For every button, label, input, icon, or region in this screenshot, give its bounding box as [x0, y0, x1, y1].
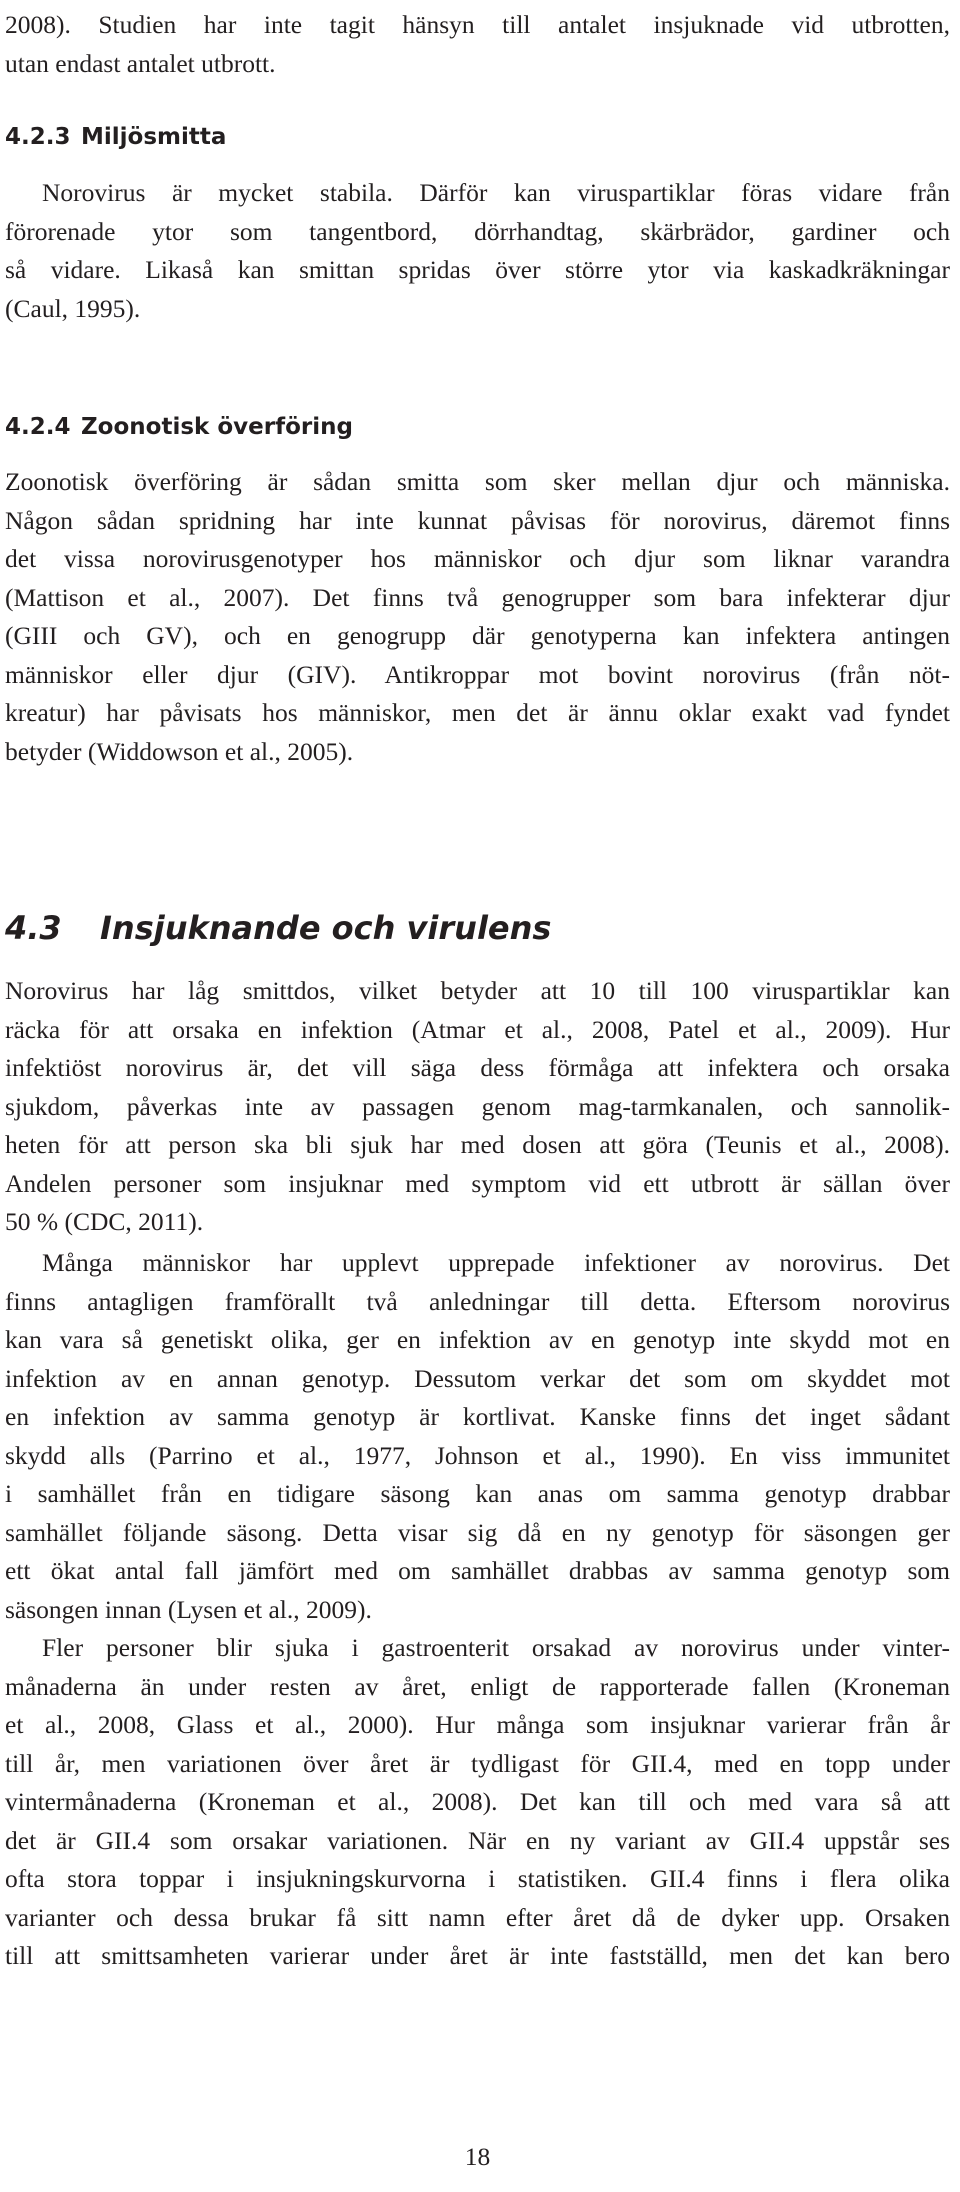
- text-line: en infektion av samma genotyp är kortlivat. Kanske finns det inget sådant: [5, 1402, 950, 1431]
- section-title: Zoonotisk överföring: [81, 414, 353, 440]
- text-line: (GIII och GV), och en genogrupp där genotyperna kan infektera antingen: [5, 621, 950, 650]
- text-line: månaderna än under resten av året, enligt de rapporterade fallen (Kroneman: [5, 1671, 950, 1701]
- insjuknande-paragraph-3: [5, 1629, 950, 1976]
- text-line: kreatur) har påvisats hos människor, men det är ännu oklar exakt vad fyndet: [5, 698, 950, 727]
- section-number: 4.2.3: [5, 124, 71, 150]
- text-line: räcka för att orsaka en infektion (Atmar et al., 2008, Patel et al., 2009). Hur: [5, 1014, 950, 1044]
- section-title: Miljösmitta: [81, 124, 227, 150]
- text-line: (Caul, 1995).: [5, 293, 141, 323]
- text-line: infektiöst norovirus är, det vill säga dess förmåga att infektera och orsaka: [5, 1053, 950, 1082]
- text-line: varianter och dessa brukar få sitt namn efter året då de dyker upp. Orsaken: [5, 1902, 950, 1932]
- text-line: förorenade ytor som tangentbord, dörrhandtag, skärbrädor, gardiner och: [5, 216, 950, 246]
- section-heading-insjuknande: [5, 908, 950, 948]
- text-line: Zoonotisk överföring är sådan smitta som sker mellan djur och människa.: [5, 467, 950, 496]
- text-line: finns antagligen framförallt två anledningar till detta. Eftersom norovirus: [5, 1286, 950, 1316]
- text-line: i samhället från en tidigare säsong kan anas om samma genotyp drabbar: [5, 1479, 950, 1508]
- text-line: vintermånaderna (Kroneman et al., 2008). Det kan till och med vara så att: [5, 1787, 950, 1816]
- text-line: människor eller djur (GIV). Antikroppar mot bovint norovirus (från nöt-: [5, 659, 950, 689]
- text-line: det är GII.4 som orsakar variationen. När en ny variant av GII.4 uppstår ses: [5, 1825, 950, 1855]
- zoonotisk-paragraph: [5, 463, 950, 771]
- section-number: 4.3: [5, 909, 62, 947]
- insjuknande-paragraph-2: [5, 1244, 950, 1629]
- section-heading-miljosmitta: [5, 122, 950, 152]
- section-heading-zoonotisk: [5, 412, 950, 442]
- text-line: till att smittsamheten varierar under året är inte fastställd, men det kan bero: [5, 1941, 950, 1970]
- text-line: skydd alls (Parrino et al., 1977, Johnson et al., 1990). En viss immunitet: [5, 1440, 950, 1470]
- text-line: betyder (Widdowson et al., 2005).: [5, 736, 354, 766]
- text-line: et al., 2008, Glass et al., 2000). Hur många som insjuknar varierar från år: [5, 1710, 950, 1739]
- miljosmitta-paragraph: [5, 174, 950, 328]
- intro-paragraph: [5, 6, 950, 83]
- page-number: 18: [464, 2142, 491, 2171]
- text-line: Andelen personer som insjuknar med symptom vid ett utbrott är sällan över: [5, 1168, 950, 1198]
- insjuknande-paragraph-1: [5, 972, 950, 1242]
- text-line: 50 % (CDC, 2011).: [5, 1207, 204, 1236]
- text-line: (Mattison et al., 2007). Det finns två genogrupper som bara infekterar djur: [5, 582, 950, 612]
- text-line: Någon sådan spridning har inte kunnat påvisas för norovirus, däremot finns: [5, 505, 950, 535]
- text-line: det vissa norovirusgenotyper hos människor och djur som liknar varandra: [5, 544, 950, 573]
- text-line: infektion av en annan genotyp. Dessutom verkar det som om skyddet mot: [5, 1363, 950, 1393]
- text-line: Norovirus har låg smittdos, vilket betyder att 10 till 100 viruspartiklar kan: [5, 976, 950, 1005]
- text-line: ett ökat antal fall jämfört med om samhället drabbas av samma genotyp som: [5, 1556, 950, 1585]
- text-line: sjukdom, påverkas inte av passagen genom mag-tarmkanalen, och sannolik-: [5, 1091, 950, 1121]
- text-line: Norovirus är mycket stabila. Därför kan viruspartiklar föras vidare från: [42, 178, 950, 207]
- text-line: kan vara så genetiskt olika, ger en infektion av en genotyp inte skydd mot en: [5, 1325, 950, 1354]
- text-line: utan endast antalet utbrott.: [5, 48, 276, 78]
- text-line: Fler personer blir sjuka i gastroenterit orsakad av norovirus under vinter-: [42, 1633, 950, 1662]
- text-line: till år, men variationen över året är tydligast för GII.4, med en topp under: [5, 1748, 950, 1778]
- text-line: säsongen innan (Lysen et al., 2009).: [5, 1594, 372, 1624]
- section-title: Insjuknande och virulens: [100, 909, 552, 947]
- text-line: heten för att person ska bli sjuk har med dosen att göra (Teunis et al., 2008).: [5, 1130, 950, 1159]
- text-line: 2008). Studien har inte tagit hänsyn till antalet insjuknade vid utbrotten,: [5, 10, 950, 39]
- section-number: 4.2.4: [5, 414, 71, 440]
- text-line: så vidare. Likaså kan smittan spridas över större ytor via kaskadkräkningar: [5, 255, 950, 284]
- text-line: ofta stora toppar i insjukningskurvorna i statistiken. GII.4 finns i flera olika: [5, 1864, 950, 1893]
- text-line: samhället följande säsong. Detta visar sig då en ny genotyp för säsongen ger: [5, 1517, 950, 1547]
- text-line: Många människor har upplevt upprepade infektioner av norovirus. Det: [42, 1248, 950, 1277]
